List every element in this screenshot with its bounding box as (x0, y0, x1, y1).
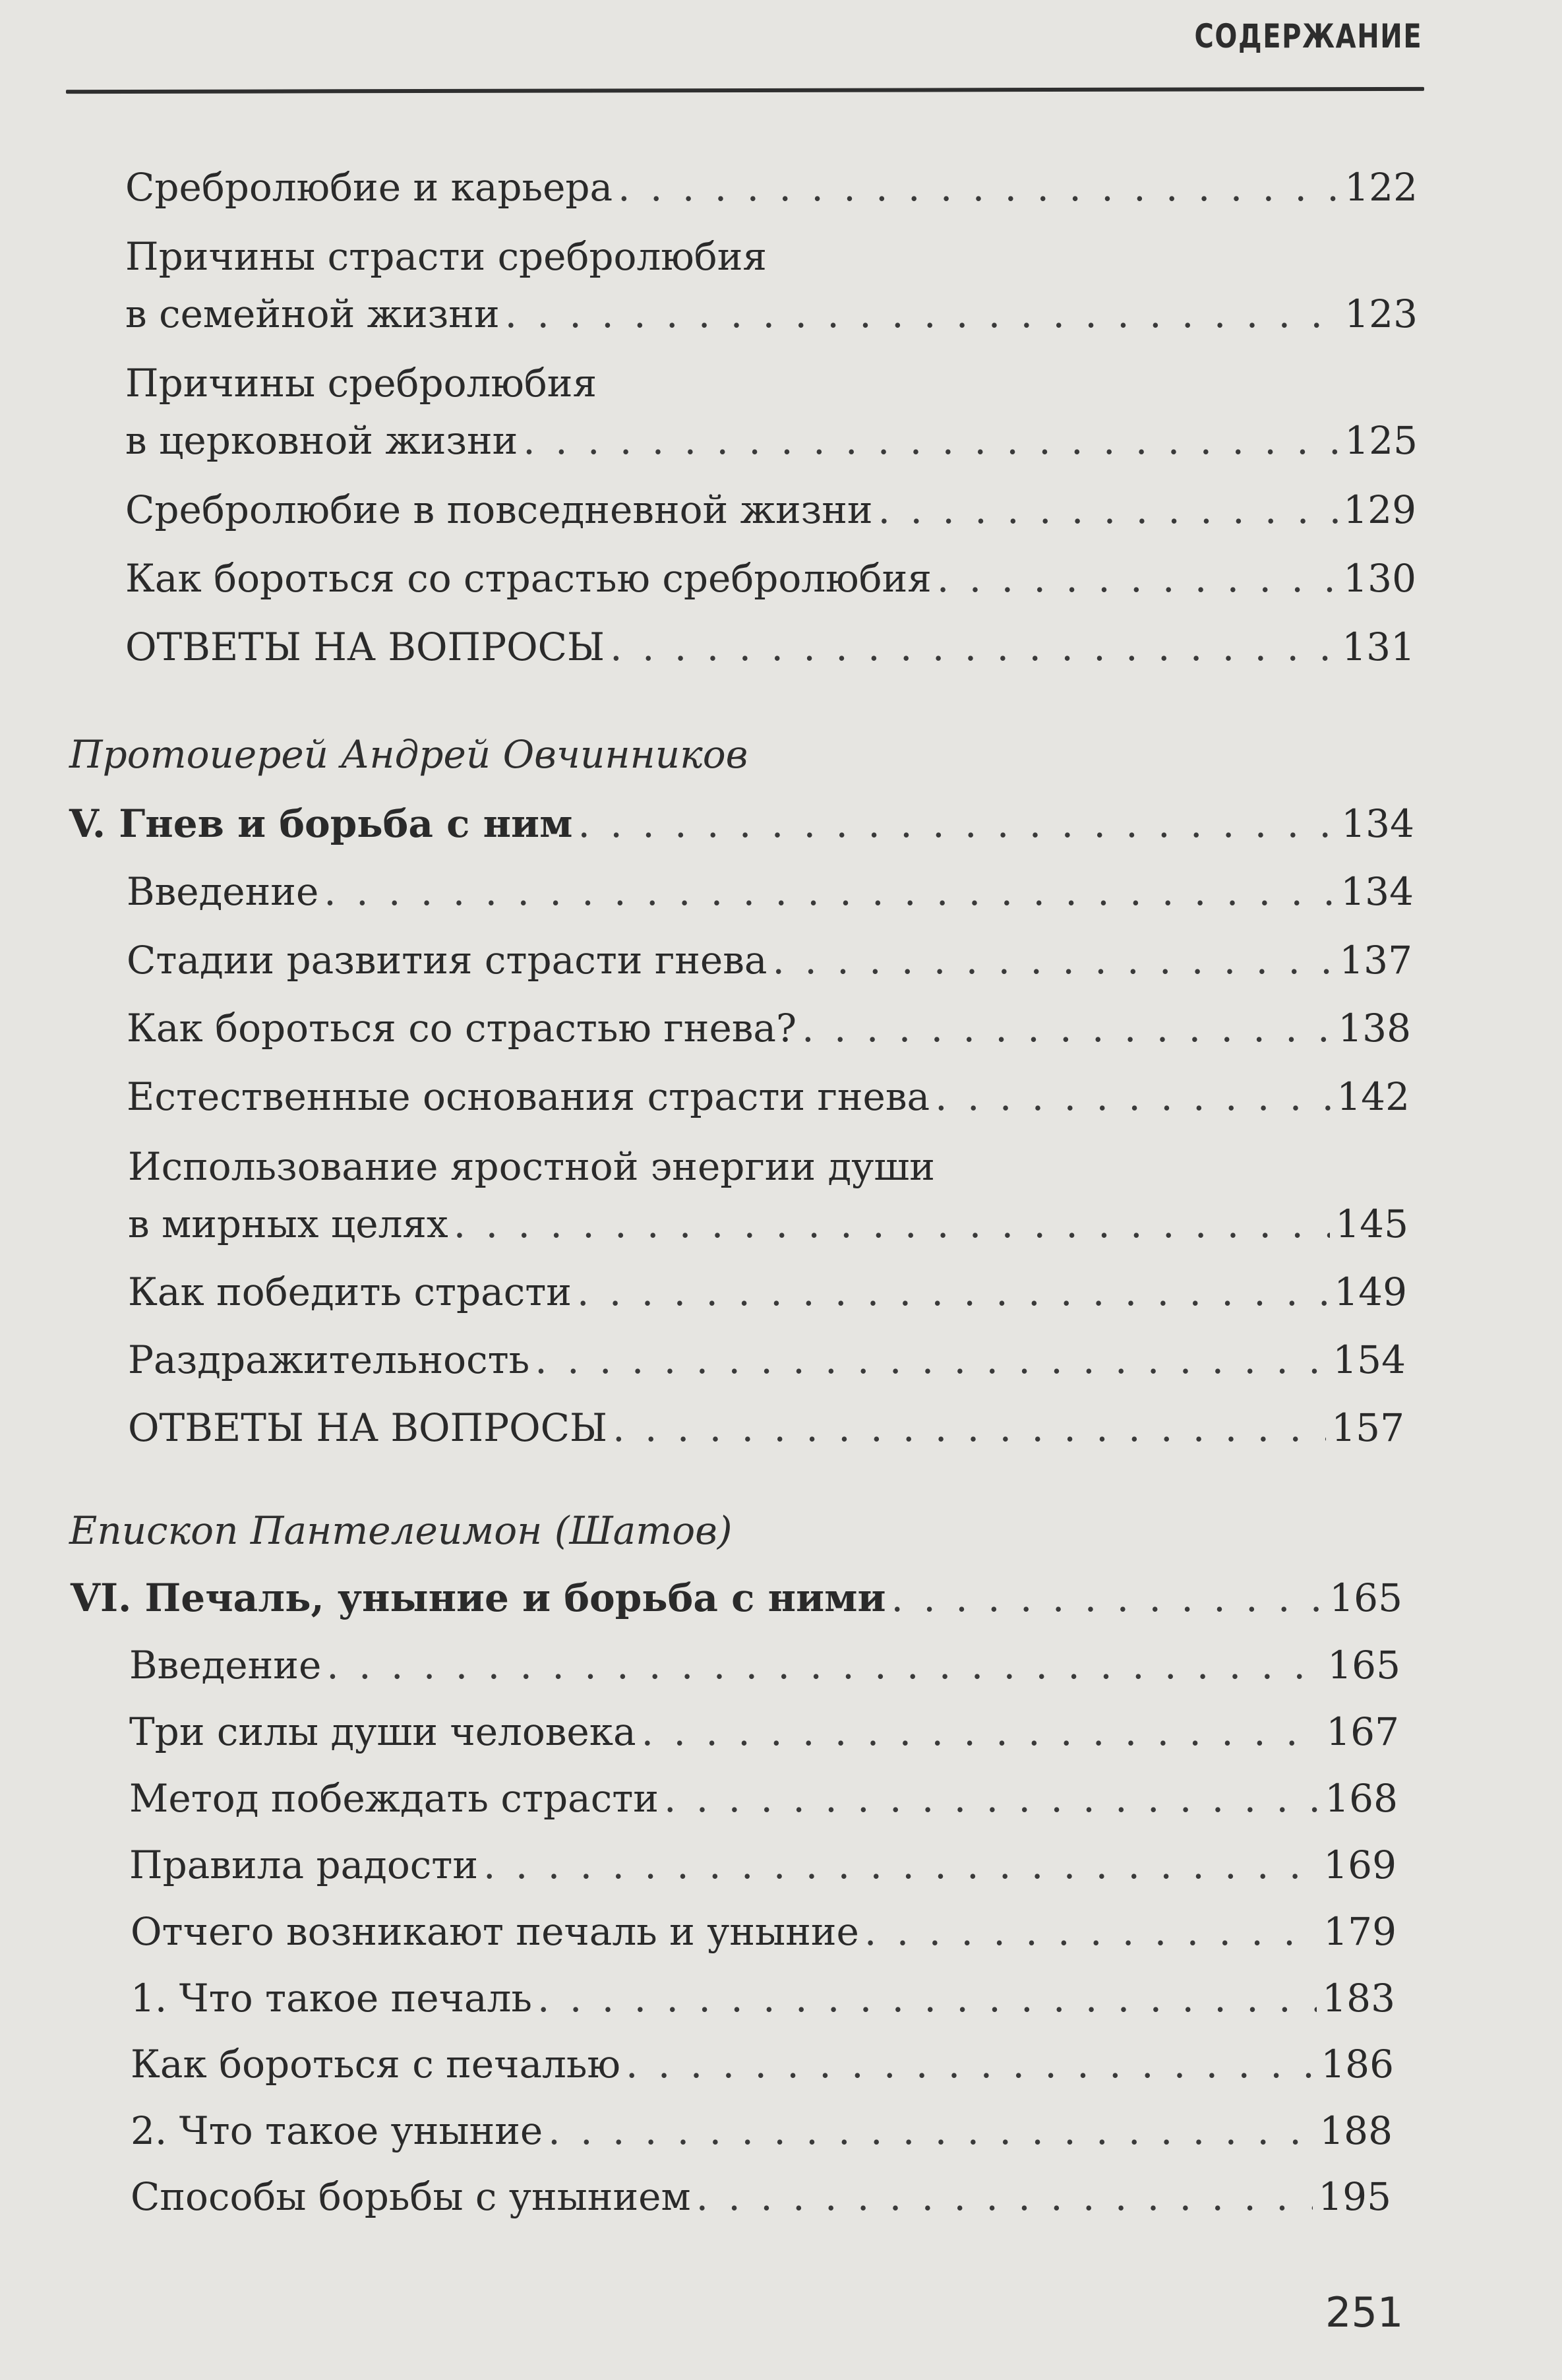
toc-entry (129, 1639, 1400, 1691)
toc-leader-dots (626, 2038, 1315, 2090)
toc-entry-page: 129 (1343, 487, 1416, 532)
toc-leader-dots (935, 1071, 1331, 1122)
running-head: СОДЕРЖАНИЕ (1194, 17, 1422, 55)
toc-leader-dots (537, 1972, 1317, 2024)
toc-entry (125, 553, 1416, 604)
toc-entry-title-line1: Использование яростной энергии души (128, 1144, 935, 1189)
section-heading (69, 798, 1414, 849)
toc-entry-page: 183 (1322, 1976, 1395, 2021)
section-author: Протоиерей Андрей Овчинников (69, 732, 748, 777)
toc-leader-dots (548, 2105, 1314, 2156)
toc-leader-dots (772, 934, 1334, 986)
toc-entry (129, 1839, 1397, 1891)
toc-entry (129, 1773, 1398, 1824)
toc-entry-title: Стадии развития страсти гнева (127, 938, 767, 983)
toc-entry-title: Как бороться с печалью (131, 2042, 620, 2087)
toc-entry-page: 169 (1323, 1843, 1397, 1887)
toc-leader-dots (937, 553, 1338, 604)
toc-leader-dots (802, 1002, 1333, 1054)
toc-leader-dots (578, 798, 1336, 849)
toc-entry-title: ОТВЕТЫ НА ВОПРОСЫ (125, 625, 605, 669)
toc-entry-title: в семейной жизни (125, 291, 500, 336)
toc-entry-page: 130 (1343, 556, 1416, 601)
toc-entry (125, 162, 1418, 213)
toc-entry-page: 123 (1344, 291, 1418, 336)
toc-entry-title: Метод побеждать страсти (129, 1776, 659, 1821)
toc-leader-dots (535, 1334, 1327, 1386)
toc-leader-dots (664, 1773, 1319, 1824)
toc-entry-page: 142 (1337, 1074, 1410, 1119)
toc-entry (128, 1334, 1406, 1386)
toc-entry-title: Как победить страсти (128, 1269, 572, 1314)
toc-entry-page: 138 (1338, 1006, 1411, 1051)
page-number: 251 (1325, 2288, 1404, 2336)
toc-leader-dots (577, 1266, 1329, 1318)
toc-entry (131, 2105, 1393, 2156)
toc-leader-dots (891, 1572, 1325, 1624)
toc-entry-title: ОТВЕТЫ НА ВОПРОСЫ (128, 1405, 608, 1450)
toc-entry-page: 157 (1331, 1405, 1404, 1450)
toc-leader-dots (618, 162, 1339, 213)
toc-entry-title: Способы борьбы с унынием (131, 2174, 691, 2219)
toc-leader-dots (454, 1198, 1331, 1250)
section-heading-page: 165 (1329, 1575, 1402, 1620)
toc-entry-page: 195 (1318, 2174, 1391, 2219)
toc-entry-page: 149 (1334, 1269, 1407, 1314)
toc-leader-dots (642, 1706, 1321, 1757)
toc-entry-page: 145 (1335, 1202, 1408, 1246)
toc-entry (128, 1198, 1408, 1250)
toc-entry-title: Отчего возникают печаль и уныние (131, 1909, 859, 1954)
section-heading-title: V. Гнев и борьба с ним (69, 801, 573, 846)
toc-entry-page: 167 (1326, 1709, 1399, 1754)
toc-entry-page: 125 (1344, 418, 1418, 463)
toc-entry-page: 165 (1327, 1643, 1400, 1688)
toc-entry (131, 2038, 1394, 2090)
section-heading (71, 1572, 1402, 1624)
toc-entry-page: 131 (1342, 625, 1415, 669)
toc-entry-title: 1. Что такое печаль (131, 1976, 532, 2021)
toc-leader-dots (696, 2171, 1313, 2222)
toc-entry (127, 1002, 1411, 1054)
toc-entry (128, 1402, 1404, 1453)
toc-entry (131, 2171, 1391, 2222)
toc-entry (128, 1266, 1407, 1318)
toc-entry-title: в мирных целях (128, 1202, 448, 1246)
section-heading-page: 134 (1341, 801, 1414, 846)
toc-entry-title: Правила радости (129, 1843, 479, 1887)
toc-entry-page: 134 (1340, 869, 1414, 914)
toc-entry-title: в церковной жизни (125, 418, 518, 463)
toc-leader-dots (483, 1839, 1318, 1891)
toc-leader-dots (505, 288, 1340, 340)
toc-entry (127, 866, 1414, 917)
toc-entry-title: Введение (129, 1643, 322, 1688)
section-heading-title: VI. Печаль, уныние и борьба с ними (71, 1575, 886, 1620)
section-author: Епископ Пантелеимон (Шатов) (69, 1508, 733, 1553)
toc-entry (127, 1071, 1410, 1122)
toc-entry-title: Раздражительность (128, 1337, 530, 1382)
toc-entry (125, 415, 1418, 466)
toc-entry-page: 188 (1319, 2108, 1393, 2153)
toc-leader-dots (523, 415, 1339, 466)
toc-leader-dots (613, 1402, 1326, 1453)
toc-leader-dots (324, 866, 1335, 917)
toc-leader-dots (610, 621, 1337, 673)
toc-entry-title: Три силы души человека (129, 1709, 636, 1754)
toc-leader-dots (878, 484, 1338, 535)
toc-entry-page: 186 (1321, 2042, 1394, 2087)
toc-entry (129, 1706, 1399, 1757)
toc-entry-title: Как бороться со страстью гнева? (127, 1006, 797, 1051)
toc-entry-page: 154 (1333, 1337, 1406, 1382)
toc-entry-title: Сребролюбие и карьера (125, 165, 613, 210)
toc-entry (131, 1972, 1395, 2024)
toc-entry (125, 621, 1415, 673)
toc-entry-title-line1: Причины сребролюбия (125, 361, 597, 406)
toc-entry (127, 934, 1412, 986)
toc-entry-title: Как бороться со страстью сребролюбия (125, 556, 932, 601)
toc-leader-dots (326, 1639, 1322, 1691)
toc-entry-page: 179 (1323, 1909, 1397, 1954)
toc-entry-title-line1: Причины страсти сребролюбия (125, 234, 767, 279)
toc-entry (125, 288, 1418, 340)
toc-entry-title: 2. Что такое уныние (131, 2108, 543, 2153)
toc-entry-page: 168 (1325, 1776, 1398, 1821)
toc-entry-title: Естественные основания страсти гнева (127, 1074, 930, 1119)
toc-entry-page: 122 (1344, 165, 1418, 210)
toc-entry-title: Сребролюбие в повседневной жизни (125, 487, 873, 532)
toc-entry (131, 1906, 1397, 1957)
toc-entry (125, 484, 1416, 535)
toc-entry-page: 137 (1339, 938, 1412, 983)
toc-leader-dots (864, 1906, 1318, 1957)
toc-entry-title: Введение (127, 869, 319, 914)
